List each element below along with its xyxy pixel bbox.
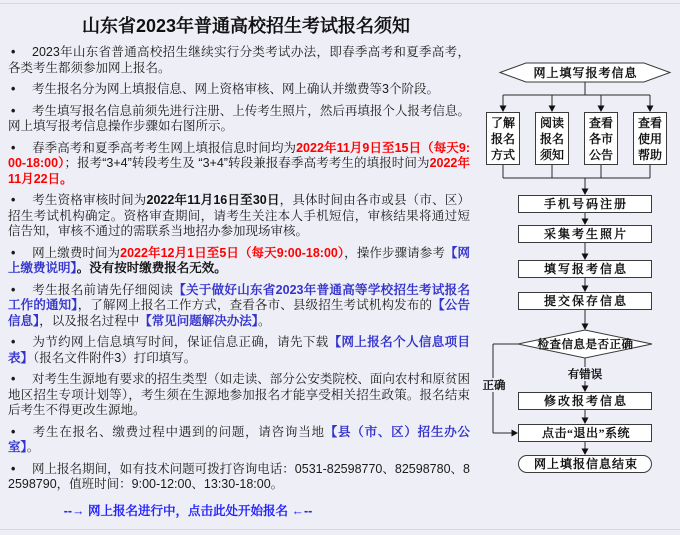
start-registration-link[interactable]: --→ 网上报名进行中，点击此处开始报名 ←-- (63, 504, 313, 518)
notice-content (8, 8, 470, 499)
bullet-marker: • (11, 45, 16, 59)
notice-paragraph (8, 462, 470, 493)
notice-paragraph (8, 246, 470, 277)
text-segment: 为节约网上信息填写时间，保证信息正确，请先下载 (32, 335, 329, 349)
flow-start-node: 网上填写报考信息 (533, 66, 638, 80)
bullet-marker: • (11, 461, 16, 476)
text-segment: ，操作步骤请参考 (344, 245, 445, 260)
inline-link[interactable]: 【网上报名个人信息项目表】 (8, 335, 470, 365)
notice-paragraph (8, 372, 470, 419)
flow-step-modify-info: 修改报考信息 (518, 392, 652, 410)
inline-link[interactable]: 【常见问题解决办法】 (139, 313, 259, 328)
text-segment: 考生资格审核时间为 (32, 193, 147, 207)
text-segment: 考生报名前请先仔细阅读 (32, 282, 174, 297)
flow-step-collect-photo: 采集考生照片 (518, 225, 652, 243)
flow-step-phone-register: 手机号码注册 (518, 195, 652, 213)
flow-label-has-error: 有错误 (562, 367, 608, 381)
notice-paragraph (8, 283, 470, 330)
flow-end-node: 网上填报信息结束 (518, 455, 652, 473)
notice-paragraph-list (8, 45, 470, 493)
notice-paragraph (8, 425, 470, 456)
inline-link[interactable]: 【关于做好山东省2023年普通高等学校招生考试报名工作的通知】 (8, 282, 470, 312)
registration-flowchart (478, 58, 678, 483)
bullet-marker: • (11, 140, 16, 155)
notice-paragraph (8, 335, 470, 366)
bullet-marker: • (11, 424, 16, 439)
bottom-rule (0, 529, 680, 530)
text-segment: 。 (258, 313, 271, 328)
top-rule (0, 3, 680, 4)
flow-step-submit-save: 提交保存信息 (518, 292, 652, 310)
text-segment: 2022年11月16日至30日 (146, 193, 280, 207)
bullet-marker: • (11, 82, 16, 96)
text-segment: 2022年12月1日至5日（每天9:00-18:00） (120, 245, 345, 260)
flow-decision-check-info: 检查信息是否正确 (537, 339, 634, 351)
text-segment: 网上报名期间，如有技术问题可拨打咨询电话：0531-82598770、82598780、82598790，值班时间：9:00-12:00、13:30-18:00。 (8, 461, 470, 491)
text-segment: 网上缴费时间为 (32, 245, 121, 260)
flow-label-correct: 正确 (482, 380, 506, 392)
bullet-marker: • (11, 193, 16, 207)
text-segment: 2023年山东省普通高校招生继续实行分类考试办法，即春季高考和夏季高考，各类考生都须参加网上报名。 (8, 45, 470, 75)
bullet-marker: • (11, 245, 16, 260)
inline-link[interactable]: 【县（市、区）招生办公室】 (8, 424, 470, 454)
flow-branch-read-notice: 阅读报名须知 (535, 112, 569, 165)
inline-link[interactable]: 【网上缴费说明】 (8, 245, 470, 275)
text-segment: 考生在报名、缴费过程中遇到的问题，请咨询当地 (32, 424, 325, 439)
text-segment: 春季高考和夏季高考考生网上填报信息时间均为 (32, 140, 297, 155)
notice-paragraph (8, 82, 470, 98)
flow-branch-city-announcements: 查看各市公告 (584, 112, 618, 165)
bullet-marker: • (11, 335, 16, 349)
text-segment: ；报考“3+4”转段考生及 “3+4”转段兼报春季高考考生的填报时间为 (64, 156, 430, 170)
page-title: 山东省2023年普通高校招生考试报名须知 (81, 16, 411, 36)
bullet-marker: • (11, 372, 16, 386)
notice-paragraph (8, 193, 470, 240)
text-segment: ，了解网上报名工作方式，查看各市、县级招生考试机构发布的 (77, 298, 433, 312)
text-segment: （报名文件附件3）打印填写。 (33, 350, 197, 365)
text-segment: ，具体时间由各市或县（市、区）招生考试机构确定。资格审查期间，请考生关注本人手机短信，审核结果将通过短信告知，审核不通过的需联系当地招办参加现场审核。 (8, 193, 470, 238)
text-segment: 考生填写报名信息前须先进行注册、上传考生照片，然后再填报个人报考信息。网上填写报考信息操作步骤如右图所示。 (8, 103, 470, 133)
bullet-marker: • (11, 282, 16, 297)
text-segment: 2022年11月22日。 (8, 156, 470, 186)
inline-link[interactable]: 【公告信息】 (8, 298, 470, 328)
text-segment: 。没有按时缴费报名无效。 (76, 261, 227, 275)
text-segment: ，以及报名过程中 (39, 313, 140, 328)
notice-paragraph (8, 141, 470, 188)
notice-paragraph (8, 45, 470, 76)
text-segment: 考生报名分为网上填报信息、网上资格审核、网上确认并缴费等3个阶段。 (32, 82, 439, 96)
flow-branch-usage-help: 查看使用帮助 (633, 112, 667, 165)
flow-step-click-exit: 点击“退出”系统 (518, 424, 652, 442)
text-segment: 对考生生源地有要求的招生类型（如走读、部分公安类院校、面向农村和原贫困地区招生专项计划等），考生须在生源地参加报名才能享受相关招生政策。报名结束后考生不得更改生源地。 (8, 372, 470, 417)
notice-paragraph (8, 104, 470, 135)
flow-branch-understand-method: 了解报名方式 (486, 112, 520, 165)
text-segment: 2022年11月9日至15日（每天9:00-18:00） (8, 140, 470, 170)
text-segment: 。 (26, 440, 40, 454)
flow-step-fill-info: 填写报考信息 (518, 260, 652, 278)
bullet-marker: • (11, 103, 16, 118)
